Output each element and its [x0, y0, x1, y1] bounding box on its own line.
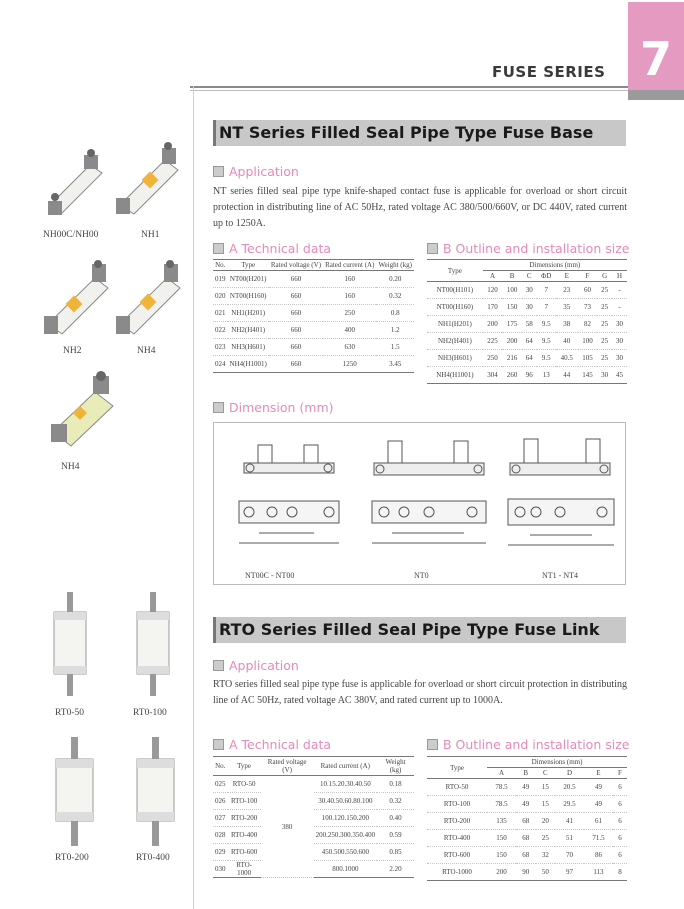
table-cell: 660 [269, 339, 323, 356]
col-header: A [487, 768, 516, 779]
table-row [213, 776, 414, 793]
outline-heading [427, 241, 629, 256]
col-header: Type [228, 757, 261, 776]
table-cell: 028 [213, 827, 228, 844]
table-cell: 250 [323, 305, 376, 322]
product-caption: NH4 [137, 346, 156, 356]
product-caption: NH00C/NH00 [43, 230, 99, 240]
table-cell: 2.20 [377, 861, 414, 878]
table-cell: 024 [213, 356, 228, 373]
table-cell: 8 [613, 864, 627, 881]
table-cell: 200 [483, 316, 503, 333]
table-cell: 027 [213, 810, 228, 827]
table-cell: 025 [213, 776, 228, 793]
table-cell: 68 [516, 847, 536, 864]
table-row [427, 847, 627, 864]
col-header: D [555, 768, 584, 779]
table-cell: 200 [487, 864, 516, 881]
bullet-square-icon [427, 243, 438, 254]
col-header: Dimensions (mm) [483, 260, 627, 271]
table-cell: 78.5 [487, 796, 516, 813]
col-header: No. [213, 757, 228, 776]
table-cell: 660 [269, 356, 323, 373]
table-cell: 630 [323, 339, 376, 356]
table-cell: 25 [536, 830, 556, 847]
bullet-square-icon [427, 739, 438, 750]
col-header: Dimensions (mm) [487, 757, 627, 768]
page-title: FUSE SERIES [492, 63, 606, 81]
col-header: H [612, 271, 627, 282]
table-cell: 9.5 [537, 316, 556, 333]
table-cell: RTO-600 [228, 844, 261, 861]
table-cell: 29.5 [555, 796, 584, 813]
table-row [427, 350, 627, 367]
table-cell: 026 [213, 793, 228, 810]
heading-label: A Technical data [229, 241, 332, 256]
table-row [213, 288, 414, 305]
product-caption: RT0-200 [55, 853, 89, 863]
product-image-nh4 [112, 258, 187, 338]
dimension-caption: NT00C - NT00 [245, 571, 295, 580]
product-image-rt0-100 [133, 592, 173, 697]
table-row [213, 322, 414, 339]
table-cell: 78.5 [487, 779, 516, 796]
table-cell: 40 [556, 333, 578, 350]
application-heading [213, 164, 299, 179]
table-cell: 100 [502, 282, 522, 299]
product-caption: NH2 [63, 346, 82, 356]
chapter-tab-strip [628, 90, 684, 100]
table-cell: 6 [613, 847, 627, 864]
bullet-square-icon [213, 243, 224, 254]
table-cell: 35 [556, 299, 578, 316]
bullet-square-icon [213, 402, 224, 413]
table-cell: 0.20 [376, 271, 414, 288]
table-cell: - [612, 299, 627, 316]
dimension-heading [213, 400, 334, 415]
col-header: Weight (kg) [377, 757, 414, 776]
col-header: E [584, 768, 613, 779]
product-caption: RT0-50 [55, 708, 84, 718]
table-cell: 32 [536, 847, 556, 864]
table-cell: 660 [269, 288, 323, 305]
table-row [427, 813, 627, 830]
table-cell: NT00(H160) [427, 299, 483, 316]
col-header: F [578, 271, 598, 282]
table-cell: 023 [213, 339, 228, 356]
table-row [427, 299, 627, 316]
table-cell: 1.5 [376, 339, 414, 356]
table-cell: 15 [536, 779, 556, 796]
table-cell: 82 [578, 316, 598, 333]
product-image-nh2 [40, 258, 115, 338]
table-row [427, 367, 627, 384]
table-cell: 30.40.50.60.80.100 [314, 793, 378, 810]
section-title-nt: NT Series Filled Seal Pipe Type Fuse Base [213, 120, 626, 146]
table-cell: 175 [502, 316, 522, 333]
table-cell: 96 [522, 367, 537, 384]
table-cell: 49 [584, 796, 613, 813]
table-cell: 200.250.300.350.400 [314, 827, 378, 844]
table-cell: NH3(H601) [427, 350, 483, 367]
product-image-nh00 [40, 145, 110, 220]
col-header: B [502, 271, 522, 282]
table-cell: 58 [522, 316, 537, 333]
nt-technical-table [213, 259, 414, 373]
col-header: C [536, 768, 556, 779]
dimension-drawing-box [213, 422, 626, 585]
col-header: Rated current (A) [314, 757, 378, 776]
table-cell: 150 [487, 847, 516, 864]
table-row [427, 796, 627, 813]
table-cell: 25 [597, 299, 612, 316]
table-cell: 200 [502, 333, 522, 350]
table-cell: NH1(H201) [427, 316, 483, 333]
heading-label: Dimension (mm) [229, 400, 334, 415]
col-header: F [613, 768, 627, 779]
table-cell: 13 [537, 367, 556, 384]
table-cell: 150 [502, 299, 522, 316]
table-cell: 0.85 [377, 844, 414, 861]
table-cell: 71.5 [584, 830, 613, 847]
table-cell: 10.15.20.30.40.50 [314, 776, 378, 793]
table-cell: 150 [487, 830, 516, 847]
table-cell: RTO-200 [427, 813, 487, 830]
bullet-square-icon [213, 660, 224, 671]
table-cell: 6 [613, 779, 627, 796]
table-cell: 660 [269, 271, 323, 288]
table-cell: 49 [584, 779, 613, 796]
table-cell: 38 [556, 316, 578, 333]
col-header: B [516, 768, 536, 779]
table-cell: 23 [556, 282, 578, 299]
table-cell: 400 [323, 322, 376, 339]
product-image-nh1 [110, 140, 185, 220]
product-caption: RT0-100 [133, 708, 167, 718]
table-row [213, 271, 414, 288]
table-cell: 45 [612, 367, 627, 384]
table-cell: 20.5 [555, 779, 584, 796]
application-heading [213, 658, 299, 673]
product-image-rt0-200 [52, 737, 97, 847]
nt-outline-table [427, 259, 627, 384]
table-cell: 61 [584, 813, 613, 830]
table-cell: 304 [483, 367, 503, 384]
table-cell: 0.40 [377, 810, 414, 827]
table-cell: 60 [578, 282, 598, 299]
table-cell: 145 [578, 367, 598, 384]
table-cell: 30 [597, 367, 612, 384]
table-cell: RTO-200 [228, 810, 261, 827]
table-cell: RTO-50 [228, 776, 261, 793]
table-cell: - [612, 282, 627, 299]
table-cell: 100 [578, 333, 598, 350]
col-header: No. [213, 260, 228, 271]
header-rule [190, 86, 628, 88]
heading-label: Application [229, 658, 299, 673]
table-cell: 135 [487, 813, 516, 830]
table-row [213, 339, 414, 356]
table-cell: RTO-100 [427, 796, 487, 813]
table-cell: 50 [536, 864, 556, 881]
table-cell: 15 [536, 796, 556, 813]
table-cell: 120 [483, 282, 503, 299]
dimension-drawings [214, 423, 625, 584]
col-header: Rated voltage (V) [269, 260, 323, 271]
table-cell: 020 [213, 288, 228, 305]
table-row [427, 779, 627, 796]
table-cell: 0.18 [377, 776, 414, 793]
application-text: NT series filled seal pipe type knife-shaped contact fuse is applicable for overload or short circuit protection in distributing line of AC 50Hz, rated voltage AC 380/500/660V, or DC 440V, rated current up to 1250A. [213, 186, 627, 229]
product-image-rt0-50 [50, 592, 90, 697]
column-divider [193, 86, 194, 909]
table-cell: 030 [213, 861, 228, 878]
col-header: Weight (kg) [376, 260, 414, 271]
table-row [427, 333, 627, 350]
table-cell: 113 [584, 864, 613, 881]
table-cell: 019 [213, 271, 228, 288]
table-cell: 49 [516, 779, 536, 796]
table-cell: 6 [613, 796, 627, 813]
table-cell: 0.59 [377, 827, 414, 844]
table-cell: 30 [612, 316, 627, 333]
table-row [213, 356, 414, 373]
table-cell: 029 [213, 844, 228, 861]
bullet-square-icon [213, 739, 224, 750]
table-cell: RTO-1000 [228, 861, 261, 878]
table-cell: NH2(H401) [427, 333, 483, 350]
header-rule-thin [190, 90, 628, 91]
table-cell: 1250 [323, 356, 376, 373]
table-row [213, 810, 414, 827]
table-cell: NH4(H1001) [228, 356, 269, 373]
table-cell: NT00(H201) [228, 271, 269, 288]
table-cell: 64 [522, 350, 537, 367]
table-cell: 160 [323, 288, 376, 305]
product-caption: NH4 [61, 462, 80, 472]
table-row [427, 282, 627, 299]
table-cell: 20 [536, 813, 556, 830]
table-cell: 170 [483, 299, 503, 316]
table-cell: 44 [556, 367, 578, 384]
table-cell: RTO-50 [427, 779, 487, 796]
table-cell: 25 [597, 282, 612, 299]
table-row [213, 844, 414, 861]
table-cell: 0.32 [377, 793, 414, 810]
table-cell: 97 [555, 864, 584, 881]
table-row [427, 830, 627, 847]
product-caption: RT0-400 [136, 853, 170, 863]
table-cell: 25 [597, 350, 612, 367]
table-cell: 41 [555, 813, 584, 830]
table-cell: 260 [502, 367, 522, 384]
table-cell: 64 [522, 333, 537, 350]
product-caption: NH1 [141, 230, 160, 240]
table-cell: NH4(H1001) [427, 367, 483, 384]
product-image-rt0-400 [133, 737, 178, 847]
table-cell: 70 [555, 847, 584, 864]
heading-label: B Outline and installation size [443, 241, 630, 256]
table-cell: 86 [584, 847, 613, 864]
table-row [213, 793, 414, 810]
table-row [427, 864, 627, 881]
table-cell: 30 [612, 333, 627, 350]
heading-label: A Technical data [229, 737, 332, 752]
table-cell: 68 [516, 830, 536, 847]
table-cell: 51 [555, 830, 584, 847]
table-cell: RTO-400 [228, 827, 261, 844]
table-cell: 216 [502, 350, 522, 367]
table-cell: 380 [261, 776, 314, 878]
dimension-caption: NT0 [414, 571, 429, 580]
table-cell: 0.32 [376, 288, 414, 305]
col-header: C [522, 271, 537, 282]
table-cell: 40.5 [556, 350, 578, 367]
table-cell: RTO-600 [427, 847, 487, 864]
table-cell: 660 [269, 322, 323, 339]
table-cell: 7 [537, 299, 556, 316]
bullet-square-icon [213, 166, 224, 177]
col-header: Type [228, 260, 269, 271]
table-cell: 3.45 [376, 356, 414, 373]
chapter-tab: 7 [628, 2, 684, 90]
table-cell: 6 [613, 830, 627, 847]
col-header: A [483, 271, 503, 282]
application-text: RTO series filled seal pipe type fuse is applicable for overload or short circuit protection in distributing line of AC 50Hz, rated voltage AC 380V, and rated current up to 1000A. [213, 679, 627, 706]
table-cell: 30 [522, 299, 537, 316]
dimension-caption: NT1 - NT4 [542, 571, 578, 580]
product-image-nh4-base [45, 370, 120, 450]
table-cell: NH1(H201) [228, 305, 269, 322]
table-cell: NT00(H101) [427, 282, 483, 299]
table-cell: 160 [323, 271, 376, 288]
table-cell: NT00(H160) [228, 288, 269, 305]
col-header: Rated current (A) [323, 260, 376, 271]
col-header: Type [427, 757, 487, 779]
col-header: Type [427, 260, 483, 282]
table-cell: 25 [597, 316, 612, 333]
table-cell: 7 [537, 282, 556, 299]
col-header: ΦD [537, 271, 556, 282]
table-cell: RTO-100 [228, 793, 261, 810]
outline-heading [427, 737, 629, 752]
tech-data-heading [213, 241, 331, 256]
table-cell: 30 [612, 350, 627, 367]
col-header: Rated voltage (V) [261, 757, 314, 776]
table-cell: 250 [483, 350, 503, 367]
table-cell: NH2(H401) [228, 322, 269, 339]
table-cell: 90 [516, 864, 536, 881]
table-cell: 49 [516, 796, 536, 813]
table-cell: 0.8 [376, 305, 414, 322]
table-cell: RTO-1000 [427, 864, 487, 881]
table-cell: 800.1000 [314, 861, 378, 878]
table-row [213, 305, 414, 322]
table-cell: RTO-400 [427, 830, 487, 847]
table-cell: NH3(H601) [228, 339, 269, 356]
table-row [427, 316, 627, 333]
rt-technical-table [213, 756, 414, 878]
table-cell: 68 [516, 813, 536, 830]
heading-label: Application [229, 164, 299, 179]
table-cell: 73 [578, 299, 598, 316]
table-cell: 1.2 [376, 322, 414, 339]
col-header: E [556, 271, 578, 282]
table-cell: 660 [269, 305, 323, 322]
table-row [213, 827, 414, 844]
tech-data-heading [213, 737, 331, 752]
table-cell: 105 [578, 350, 598, 367]
col-header: G [597, 271, 612, 282]
table-cell: 30 [522, 282, 537, 299]
table-cell: 9.5 [537, 350, 556, 367]
heading-label: B Outline and installation size [443, 737, 630, 752]
table-cell: 6 [613, 813, 627, 830]
table-cell: 100.120.150.200 [314, 810, 378, 827]
table-cell: 450.500.550.600 [314, 844, 378, 861]
table-cell: 022 [213, 322, 228, 339]
table-cell: 021 [213, 305, 228, 322]
rt-outline-table [427, 756, 627, 881]
table-cell: 25 [597, 333, 612, 350]
table-cell: 9.5 [537, 333, 556, 350]
table-row [213, 861, 414, 878]
table-cell: 225 [483, 333, 503, 350]
section-title-rt: RTO Series Filled Seal Pipe Type Fuse Link [213, 617, 626, 643]
